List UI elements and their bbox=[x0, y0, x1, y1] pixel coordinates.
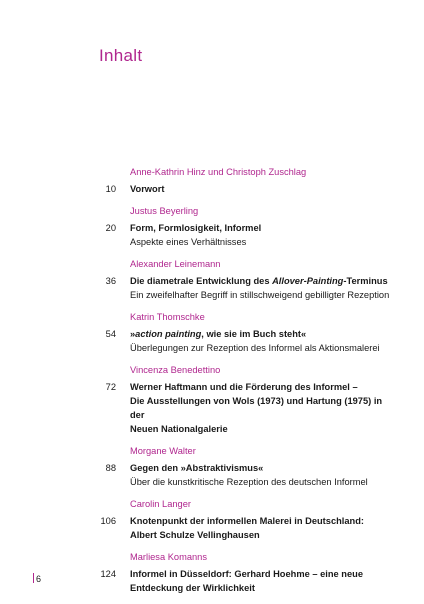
entry-title: Gegen den »Abstraktivismus« bbox=[130, 463, 264, 473]
entry-title: Informel in Düsseldorf: Gerhard Hoehme – eine neue Entdeckung der Wirklichkeit bbox=[130, 569, 363, 593]
entry-page-number: 10 bbox=[105, 184, 116, 194]
entry-author: Alexander Leinemann bbox=[130, 259, 221, 269]
toc-entry[interactable] bbox=[0, 166, 424, 196]
footer-page-number: 6 bbox=[36, 574, 42, 584]
entry-author: Katrin Thomschke bbox=[130, 312, 205, 322]
toc-entry[interactable] bbox=[0, 364, 424, 436]
entry-subtitle: Überlegungen zur Rezeption des Informel als Aktionsmalerei bbox=[130, 343, 380, 353]
entry-author: Carolin Langer bbox=[130, 499, 191, 509]
entry-title-emphasis: Allover-Painting bbox=[272, 276, 344, 286]
entry-page-number: 124 bbox=[100, 569, 116, 579]
toc-entry[interactable] bbox=[0, 258, 424, 302]
entry-page-number: 36 bbox=[105, 276, 116, 286]
entry-title: Werner Haftmann und die Förderung des Informel – Die Ausstellungen von Wols (1973) und Hartung (1975) in der Neuen Nationalgalerie bbox=[130, 382, 383, 434]
toc-entry[interactable] bbox=[0, 445, 424, 489]
page-footer bbox=[33, 573, 41, 585]
entry-title-emphasis: action painting bbox=[135, 329, 202, 339]
table-of-contents bbox=[0, 166, 424, 604]
footer-divider bbox=[33, 573, 34, 583]
entry-title: Form, Formlosigkeit, Informel bbox=[130, 223, 262, 233]
entry-subtitle: Ein zweifelhafter Begriff in stillschweigend gebilligter Rezeption bbox=[130, 290, 390, 300]
entry-page-number: 72 bbox=[105, 382, 116, 392]
entry-title: »action painting, wie sie im Buch steht« bbox=[130, 329, 307, 339]
toc-entry[interactable] bbox=[0, 205, 424, 249]
entry-page-number: 20 bbox=[105, 223, 116, 233]
toc-entry[interactable] bbox=[0, 311, 424, 355]
entry-title: Vorwort bbox=[130, 184, 165, 194]
entry-author: Vincenza Benedettino bbox=[130, 365, 221, 375]
entry-author: Justus Beyerling bbox=[130, 206, 199, 216]
entry-author: Anne-Kathrin Hinz und Christoph Zuschlag bbox=[130, 167, 307, 177]
entry-title: Die diametrale Entwicklung des Allover-Painting-Terminus bbox=[130, 276, 388, 286]
entry-subtitle: Über die kunstkritische Rezeption des deutschen Informel bbox=[130, 477, 368, 487]
entry-page-number: 106 bbox=[100, 516, 116, 526]
entry-subtitle: Aspekte eines Verhältnisses bbox=[130, 237, 247, 247]
toc-entry[interactable] bbox=[0, 498, 424, 542]
entry-author: Morgane Walter bbox=[130, 446, 196, 456]
page-title: Inhalt bbox=[99, 46, 143, 65]
entry-author: Marliesa Komanns bbox=[130, 552, 207, 562]
toc-entry[interactable] bbox=[0, 551, 424, 595]
entry-page-number: 54 bbox=[105, 329, 116, 339]
entry-page-number: 88 bbox=[105, 463, 116, 473]
entry-title: Knotenpunkt der informellen Malerei in Deutschland: Albert Schulze Vellinghausen bbox=[130, 516, 364, 540]
